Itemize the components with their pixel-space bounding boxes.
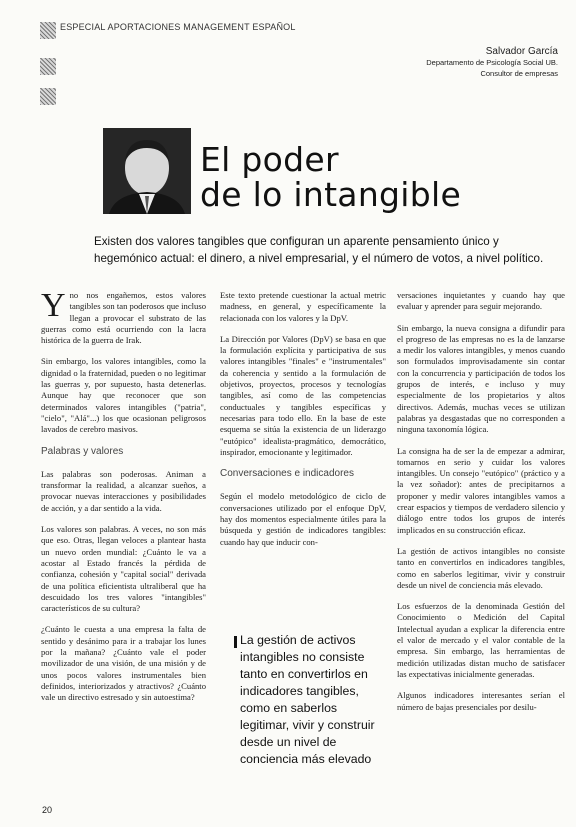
paragraph: Los valores son palabras. A veces, no son más que eso. Otras, llegan veloces a plantear hasta un nuevo orden mundial: ¿Cuánto le va a acostar al Estado francés la pérdida de confianza, cohesión y "capital social" derivada de una política eficientista ultraliberal que ha descuidado los tres valores "intangibles" característicos de su cultura?: [41, 524, 206, 614]
page-number: 20: [42, 805, 53, 815]
author-affiliation: Departamento de Psicología Social UB.: [426, 58, 558, 67]
column-2: [220, 290, 386, 558]
drop-cap: Y: [41, 287, 66, 324]
paragraph: Este texto pretende cuestionar la actual metric madness, en general, y específicamente la relacionada con los valores y la DpV.: [220, 290, 386, 323]
paragraph: Sin embargo, la nueva consigna a difundir para el progreso de las empresas no es la de lanzarse a medir los valores intangibles, y menos cuando son formulados improvisadamente sin contar con la concurrencia y participación de todos los grupos de interés, e incluso y muy especialmente de los propietarios y altos directivos. Además, muchas veces se utilizan palabras ya desgastadas que no corresponden a ninguna taxonomía lógica.: [397, 322, 565, 435]
title-line-1: El poder: [200, 140, 339, 179]
paragraph: La consigna ha de ser la de empezar a admirar, tomarnos en serio y cuidar los valores intangibles. Un consejo "eutópico" (práctico y a la vez soñador): antes de precipitarnos a proponer y medir valores intangibles vamos a crear espacios y tiempos de verdadero silencio y diálogo entre todos los grupos de interés implicados en su construcción eficaz.: [397, 445, 565, 535]
paragraph: no nos engañemos, estos valores tangibles son tan poderosos que incluso llegan a provocar el substrato de las guerras como está ocurriendo con la lacra histórica de la guerra de Irak.: [41, 290, 206, 346]
paragraph: Según el modelo metodológico de ciclo de conversaciones utilizado por el enfoque DpV, hay dos momentos especialmente útiles para la búsqueda y gestión de indicadores tangibles: cuando hay que inducir con-: [220, 491, 386, 547]
column-3: [397, 290, 565, 723]
paragraph: Las palabras son poderosas. Animan a transformar la realidad, a alcanzar sueños, a provocar nuevas interacciones y posibilidades de acción, y a dar sentido a la vida.: [41, 468, 206, 513]
paragraph: ¿Cuánto le cuesta a una empresa la falta de sentido y desánimo para ir a trabajar los lunes por la mañana? ¿Cuánto vale el poder movilizador de una visión, de una misión y de unos pocos valores instrumentales bien definidos, interiorizados y atractivos? ¿Cuánto vale un directivo estresado y sin autoestima?: [41, 624, 206, 703]
paragraph: La gestión de activos intangibles no consiste tanto en convertirlos en indicadores tangibles, como en saberlos legitimar, vivir y construir desde un nivel de conciencia más elevado.: [397, 545, 565, 590]
subheading: Palabras y valores: [41, 445, 124, 457]
article-title: [200, 142, 461, 212]
author-role: Consultor de empresas: [480, 69, 558, 78]
author-name: Salvador García: [485, 46, 558, 57]
paragraph: Los esfuerzos de la denominada Gestión del Conocimiento o Medición del Capital Intelectual ayudan a explicar la diferencia entre el valor de mercado y el valor contable de la empresa. Sin embargo, las herramientas de medición utilizadas distan mucho de satisfacer las expectativas inicialmente generadas.: [397, 601, 565, 679]
section-label: ESPECIAL APORTACIONES MANAGEMENT ESPAÑOL: [60, 22, 296, 32]
paragraph: Sin embargo, los valores intangibles, como la dignidad o la fraternidad, pueden o no legitimar las guerras y, por supuesto, hasta detenerlas. Aunque hay que reconocer que son determinados valores intangibles ("patria", "cielo", "Alá"...) los que ocasionan peligrosos lavados de cerebro masivos.: [41, 356, 206, 435]
author-photo: [103, 128, 191, 214]
decorative-pattern: [40, 58, 56, 75]
paragraph: Algunos indicadores interesantes serían el número de bajas presenciales por desilu-: [397, 690, 565, 712]
subheading: Conversaciones e indicadores: [220, 468, 354, 480]
author-block: [426, 46, 558, 79]
title-line-2: de lo intangible: [200, 175, 462, 214]
pull-quote: La gestión de activos intangibles no consiste tanto en convertirlos en indicadores tangibles, como en saberlos legitimar, vivir y construir desde un nivel de conciencia más elevado: [240, 633, 375, 766]
decorative-pattern: [40, 22, 56, 39]
article-lead: Existen dos valores tangibles que configuran un aparente pensamiento único y hegemónico actual: el dinero, a nivel empresarial, y el número de votos, a nivel político.: [94, 235, 544, 265]
pull-quote-marker: [234, 636, 237, 648]
paragraph: La Dirección por Valores (DpV) se basa en que la formulación explícita y participativa de sus valores intangibles "finales" e "instrumentales" da coherencia y sentido a la formulación de objetivos, proyectos, procesos y tecnologías tangibles, así como de las competencias conductuales y tangibles específicas y necesarias para todo ello. En la base de este esquema se sitúa la existencia de un liderazgo "eutópico" idealista-pragmático, democrático, inspirador, emocionante y legitimador.: [220, 333, 386, 457]
column-1: [41, 287, 206, 714]
paragraph: versaciones inquietantes y cuando hay que evaluar y aprender para seguir mejorando.: [397, 290, 565, 312]
decorative-pattern: [40, 88, 56, 105]
